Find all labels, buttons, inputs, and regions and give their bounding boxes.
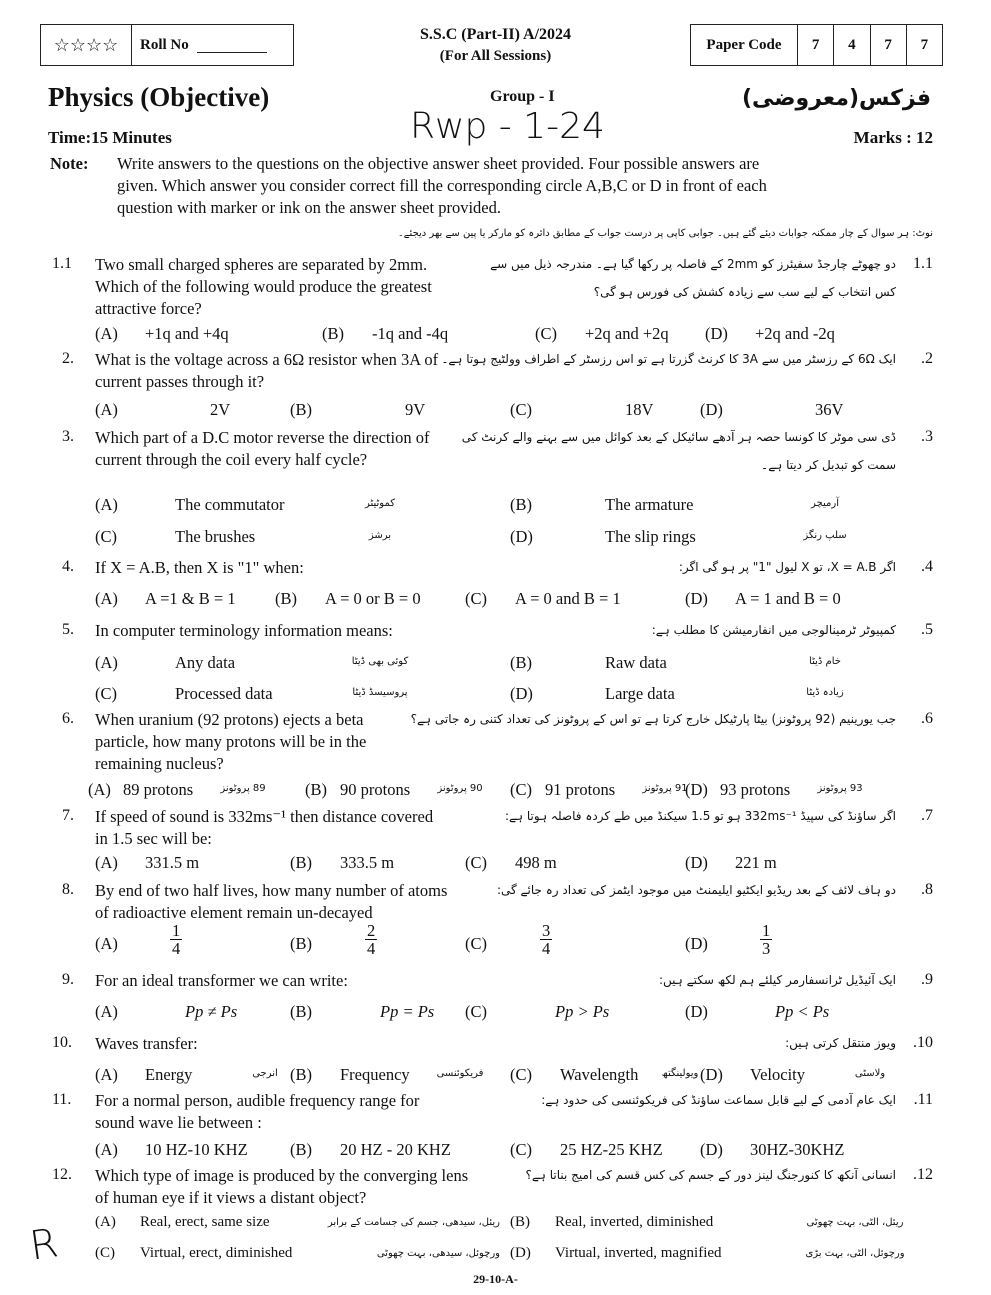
question-number-urdu: .3	[921, 428, 933, 445]
option-b-letter: (B)	[290, 400, 312, 419]
option-text: Velocity	[750, 1065, 805, 1084]
option-b-letter: (B)	[305, 780, 327, 799]
option-urdu: زیادہ ڈیٹا	[806, 687, 844, 698]
option-text: Pp = Ps	[380, 1002, 435, 1021]
note-label: Note:	[50, 154, 89, 173]
option-d-letter: (D)	[700, 1140, 723, 1159]
question-text: Which part of a D.C motor reverse the direction of	[95, 428, 430, 447]
question-text: of human eye if it views a distant object?	[95, 1188, 367, 1207]
option-a-letter: (A)	[95, 1140, 118, 1159]
option-text: -1q and -4q	[372, 324, 449, 343]
option-b-letter: (B)	[510, 495, 532, 514]
subject-title: Physics (Objective)	[48, 82, 270, 112]
option-c-letter: (C)	[95, 527, 117, 546]
option-text: Real, erect, same size	[140, 1214, 270, 1230]
option-text: 36V	[815, 400, 844, 419]
option-c-letter: (C)	[510, 1140, 532, 1159]
option-urdu: ورچوئل، سیدھی، بہت چھوٹی	[376, 1248, 500, 1259]
option-urdu: خام ڈیٹا	[809, 656, 841, 667]
question-text: If X = A.B, then X is "1" when:	[95, 558, 304, 577]
numerator: 1	[762, 921, 771, 940]
numerator: 3	[542, 921, 551, 940]
option-fraction	[365, 922, 377, 957]
option-text: 221 m	[735, 853, 777, 872]
denominator: 4	[542, 939, 551, 958]
option-urdu: کوئی بھی ڈیٹا	[351, 656, 409, 667]
question-urdu: ویوز منتقل کرتی ہیں:	[785, 1036, 896, 1050]
option-c-letter: (C)	[465, 1002, 487, 1021]
option-b-letter: (B)	[290, 934, 312, 953]
question-text: sound wave lie between :	[95, 1113, 262, 1132]
option-c-letter: (C)	[465, 853, 487, 872]
question-text: What is the voltage across a 6Ω resistor when 3A of	[95, 350, 439, 369]
question-urdu: دو ہاف لائف کے بعد ریڈیو ایکٹیو ایلیمنٹ میں موجود ایٹمز کی تعداد رہ جائے گی:	[496, 883, 896, 897]
marks-label: Marks : 12	[853, 128, 933, 147]
option-text: 91 protons	[545, 780, 616, 799]
question-text: In computer terminology information means:	[95, 621, 393, 640]
paper-code-digit: 7	[871, 25, 907, 65]
option-d-letter: (D)	[700, 400, 723, 419]
option-text: 93 protons	[720, 780, 791, 799]
question-number-urdu: .6	[921, 710, 933, 727]
question-urdu: اگر ساؤنڈ کی سپیڈ 332ms⁻¹ ہو تو 1.5 سیکنڈ میں طے کردہ فاصلہ ہوتا ہے:	[504, 809, 896, 823]
option-text: Virtual, inverted, magnified	[555, 1245, 722, 1261]
question-urdu: ایک عام آدمی کے لیے قابل سماعت ساؤنڈ کی فریکوئنسی کی حدود ہے:	[541, 1093, 896, 1107]
option-urdu: 89 پروٹونز	[220, 783, 266, 794]
option-c-letter: (C)	[465, 934, 487, 953]
option-text: +1q and +4q	[145, 324, 229, 343]
option-text: +2q and +2q	[585, 324, 669, 343]
option-b-letter: (B)	[510, 1214, 530, 1230]
option-b-letter: (B)	[290, 853, 312, 872]
option-a-letter: (A)	[95, 1002, 118, 1021]
exam-sessions: (For All Sessions)	[439, 48, 552, 64]
option-urdu: برشز	[368, 530, 392, 541]
question-number-urdu: .10	[913, 1034, 933, 1051]
option-urdu: ویولینگتھ	[661, 1068, 699, 1079]
question-number-urdu: .2	[921, 350, 933, 367]
question-text: current passes through it?	[95, 372, 265, 391]
option-text: Raw data	[605, 653, 667, 672]
option-b-letter: (B)	[290, 1002, 312, 1021]
signature: R	[26, 1220, 61, 1270]
question-number: 2.	[62, 350, 74, 367]
option-text: The slip rings	[605, 527, 696, 546]
question-number: 3.	[62, 428, 74, 445]
subject-title-urdu: فزکس(معروضی)	[741, 86, 931, 111]
question-text: Two small charged spheres are separated by 2mm.	[95, 255, 428, 274]
paper-code-digit: 7	[920, 36, 929, 53]
option-text: Wavelength	[560, 1065, 639, 1084]
option-a-letter: (A)	[95, 1065, 118, 1084]
question-text: attractive force?	[95, 299, 202, 318]
option-text: Large data	[605, 684, 675, 703]
option-c-letter: (C)	[95, 1245, 115, 1261]
option-d-letter: (D)	[510, 684, 533, 703]
question-number: 5.	[62, 621, 74, 638]
option-text: 18V	[625, 400, 654, 419]
option-d-letter: (D)	[510, 1245, 531, 1261]
note-line: Write answers to the questions on the objective answer sheet provided. Four possible answers are	[117, 154, 760, 173]
question-urdu: ایک آئیڈیل ٹرانسفارمر کیلئے ہم لکھ سکتے ہیں:	[658, 973, 896, 987]
handwritten-note: Rwp - 1-24	[410, 106, 605, 147]
question-urdu: اگر X = A.B، تو X لیول "1" پر ہو گی اگر:	[678, 560, 896, 574]
option-text: Frequency	[340, 1065, 410, 1084]
option-d-letter: (D)	[685, 934, 708, 953]
option-c-letter: (C)	[95, 684, 117, 703]
question-text: For an ideal transformer we can write:	[95, 971, 348, 990]
option-c-letter: (C)	[510, 1065, 532, 1084]
option-d-letter: (D)	[705, 324, 728, 343]
question-text: remaining nucleus?	[95, 754, 224, 773]
question-number: 9.	[62, 971, 74, 988]
question-number-urdu: .12	[913, 1166, 933, 1183]
option-urdu: ولاسٹی	[854, 1068, 886, 1079]
option-urdu: انرجی	[252, 1068, 278, 1079]
question-number: 12.	[52, 1166, 72, 1183]
option-text: 30HZ-30KHZ	[750, 1140, 845, 1159]
question-text: If speed of sound is 332ms⁻¹ then distance covered	[95, 807, 434, 826]
question-text: particle, how many protons will be in the	[95, 732, 367, 751]
question-text: Which type of image is produced by the converging lens	[95, 1166, 469, 1185]
option-d-letter: (D)	[510, 527, 533, 546]
option-text: The brushes	[175, 527, 256, 546]
option-d-letter: (D)	[685, 1002, 708, 1021]
question-number: 6.	[62, 710, 74, 727]
option-text: 20 HZ - 20 KHZ	[340, 1140, 451, 1159]
option-text: 9V	[405, 400, 426, 419]
option-urdu: ورچوئل، الٹی، بہت بڑی	[805, 1248, 905, 1259]
option-b-letter: (B)	[275, 589, 297, 608]
note-urdu: نوٹ: ہر سوال کے چار ممکنہ جوابات دیئے گئے ہیں۔ جوابی کاپی پر درست جواب کے مطابق دائرہ کو مارکر یا پین سے بھر دیجئے۔	[397, 228, 933, 239]
question-text: current through the coil every half cycle?	[95, 450, 368, 469]
denominator: 4	[367, 939, 376, 958]
footer-code: 29-10-A-	[473, 1272, 518, 1286]
option-text: 89 protons	[123, 780, 194, 799]
option-a-letter: (A)	[95, 495, 118, 514]
question-number-urdu: .8	[921, 881, 933, 898]
question-urdu: جب یورینیم (92 پروٹونز) بیٹا پارٹیکل خارج کرتا ہے تو اس کے پروٹونز کی تعداد کتنی رہ جاتی ہے؟	[410, 712, 896, 726]
option-b-letter: (B)	[510, 653, 532, 672]
question-number: 10.	[52, 1034, 72, 1051]
option-a-letter: (A)	[88, 780, 111, 799]
question-number: 1.1	[52, 255, 72, 272]
option-text: 498 m	[515, 853, 557, 872]
option-urdu: فریکوئنسی	[436, 1068, 484, 1079]
option-text: +2q and -2q	[755, 324, 835, 343]
question-number-urdu: .9	[921, 971, 933, 988]
note-line: question with marker or ink on the answer sheet provided.	[117, 198, 501, 217]
question-urdu: سمت کو تبدیل کر دیتا ہے۔	[761, 458, 896, 472]
option-text: 10 HZ-10 KHZ	[145, 1140, 248, 1159]
option-text: Pp < Ps	[775, 1002, 830, 1021]
question-number: 7.	[62, 807, 74, 824]
question-number: 11.	[52, 1091, 72, 1108]
option-urdu: 93 پروٹونز	[817, 783, 863, 794]
option-a-letter: (A)	[95, 853, 118, 872]
stars: ☆☆☆☆	[41, 25, 132, 65]
question-number-urdu: 1.1	[913, 255, 933, 272]
option-urdu: ریئل، الٹی، بہت چھوٹی	[806, 1217, 904, 1228]
option-a-letter: (A)	[95, 934, 118, 953]
question-text: of radioactive element remain un-decayed	[95, 903, 373, 922]
option-text: A = 1 and B = 0	[735, 589, 841, 608]
denominator: 4	[172, 939, 181, 958]
option-b-letter: (B)	[290, 1140, 312, 1159]
roll-no-label: Roll No	[140, 36, 189, 53]
denominator: 3	[762, 939, 771, 958]
option-text: Virtual, erect, diminished	[140, 1245, 293, 1261]
option-text: Pp > Ps	[555, 1002, 610, 1021]
question-number-urdu: .7	[921, 807, 933, 824]
question-number: 4.	[62, 558, 74, 575]
option-a-letter: (A)	[95, 400, 118, 419]
option-text: Any data	[175, 653, 236, 672]
paper-code-box	[690, 24, 943, 66]
question-urdu: کمپیوٹر ٹرمینالوجی میں انفارمیشن کا مطلب ہے:	[651, 623, 896, 637]
paper-code-label: Paper Code	[691, 25, 798, 65]
question-urdu: دو چھوٹے چارجڈ سفیئرز کو 2mm کے فاصلہ پر رکھا گیا ہے۔ مندرجہ ذیل میں سے	[490, 257, 896, 271]
option-text: Pp ≠ Ps	[185, 1002, 238, 1021]
option-text: 25 HZ-25 KHZ	[560, 1140, 663, 1159]
question-urdu: ڈی سی موٹر کا کونسا حصہ ہر آدھے سائیکل کے بعد کوائل میں سے بہنے والے کرنٹ کی	[461, 430, 896, 444]
option-c-letter: (C)	[535, 324, 557, 343]
option-text: Processed data	[175, 684, 273, 703]
option-text: A =1 & B = 1	[145, 589, 236, 608]
question-text: Waves transfer:	[95, 1034, 198, 1053]
option-a-letter: (A)	[95, 324, 118, 343]
option-d-letter: (D)	[685, 589, 708, 608]
question-urdu: انسانی آنکھ کا کنورجنگ لینز دور کے جسم کی کس قسم کی امیج بناتا ہے؟	[525, 1168, 896, 1182]
question-number-urdu: .4	[921, 558, 933, 575]
option-c-letter: (C)	[510, 780, 532, 799]
group-label: Group - I	[490, 88, 555, 105]
question-urdu: کس انتخاب کے لیے سب سے زیادہ کشش کی فورس ہو گی؟	[593, 285, 896, 299]
question-text: in 1.5 sec will be:	[95, 829, 212, 848]
option-d-letter: (D)	[700, 1065, 723, 1084]
option-text: A = 0 or B = 0	[325, 589, 421, 608]
option-a-letter: (A)	[95, 1214, 116, 1230]
question-number: 8.	[62, 881, 74, 898]
option-text: A = 0 and B = 1	[515, 589, 621, 608]
option-a-letter: (A)	[95, 589, 118, 608]
time-label: Time:15 Minutes	[48, 128, 172, 147]
option-b-letter: (B)	[322, 324, 344, 343]
option-text: 331.5 m	[145, 853, 200, 872]
option-text: The commutator	[175, 495, 285, 514]
question-number-urdu: .11	[913, 1091, 933, 1108]
option-a-letter: (A)	[95, 653, 118, 672]
option-text: 2V	[210, 400, 231, 419]
option-text: 90 protons	[340, 780, 411, 799]
option-text: Real, inverted, diminished	[555, 1214, 714, 1230]
numerator: 1	[172, 921, 181, 940]
question-urdu: ایک 6Ω کے رزسٹر میں سے 3A کا کرنٹ گزرتا ہے تو اس رزسٹر کے اطراف وولٹیج ہوتا ہے۔	[441, 352, 896, 366]
question-number-urdu: .5	[921, 621, 933, 638]
option-b-letter: (B)	[290, 1065, 312, 1084]
question-text: For a normal person, audible frequency range for	[95, 1091, 420, 1110]
option-fraction	[170, 922, 182, 957]
option-urdu: کموٹیٹر	[364, 498, 396, 509]
option-urdu: 90 پروٹونز	[437, 783, 483, 794]
option-fraction	[540, 922, 552, 957]
option-c-letter: (C)	[510, 400, 532, 419]
option-urdu: ریئل، سیدھی، جسم کی جسامت کے برابر	[327, 1217, 500, 1228]
option-urdu: 91 پروٹونز	[642, 783, 688, 794]
question-text: Which of the following would produce the greatest	[95, 277, 432, 296]
option-d-letter: (D)	[685, 853, 708, 872]
option-urdu: پروسیسڈ ڈیٹا	[352, 687, 408, 698]
option-urdu: آرمیچر	[811, 498, 839, 509]
option-text: The armature	[605, 495, 694, 514]
numerator: 2	[367, 921, 376, 940]
option-text: 333.5 m	[340, 853, 395, 872]
option-fraction	[760, 922, 772, 957]
paper-code-digit: 7	[798, 25, 834, 65]
option-text: Energy	[145, 1065, 193, 1084]
note-line: given. Which answer you consider correct fill the corresponding circle A,B,C or D in front of each	[117, 176, 767, 195]
question-text: When uranium (92 protons) ejects a beta	[95, 710, 364, 729]
question-text: By end of two half lives, how many number of atoms	[95, 881, 448, 900]
paper-code-digit: 4	[834, 25, 870, 65]
option-urdu: سلپ رنگز	[803, 530, 847, 541]
exam-title: S.S.C (Part-II) A/2024	[419, 26, 572, 43]
option-d-letter: (D)	[685, 780, 708, 799]
option-c-letter: (C)	[465, 589, 487, 608]
